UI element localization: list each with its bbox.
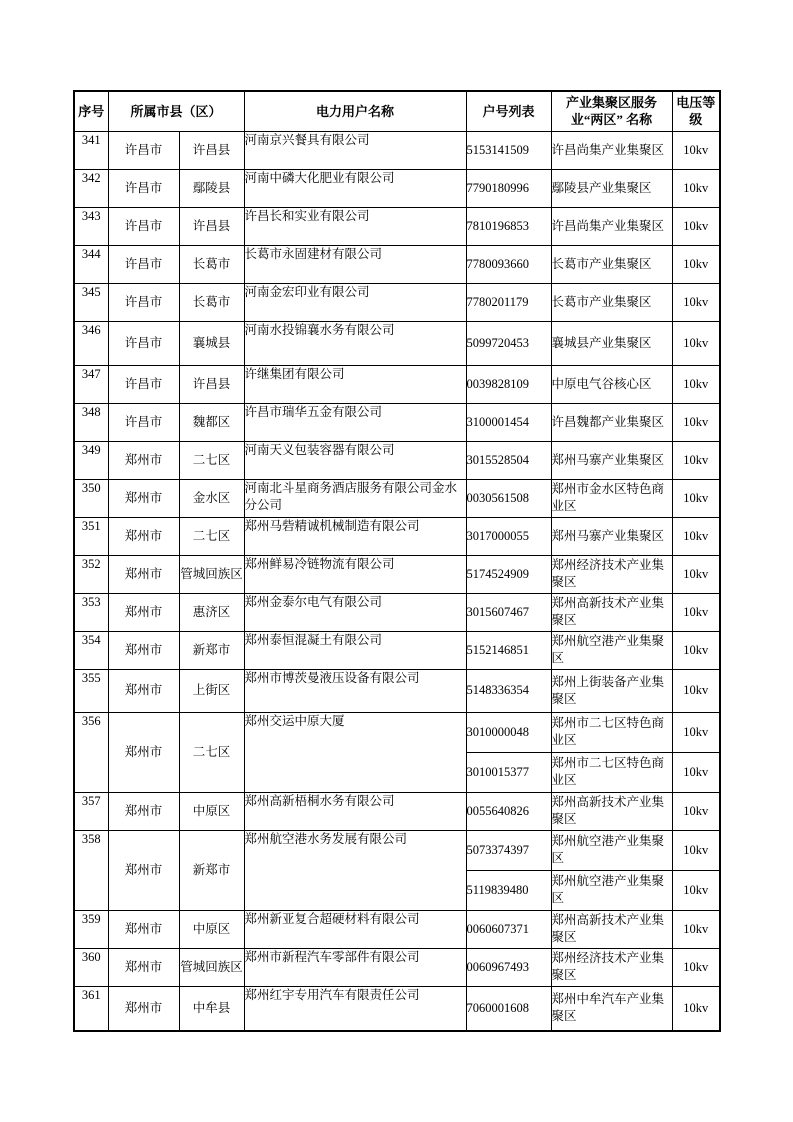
table-row — [74, 131, 720, 169]
seq-cell: 341 — [74, 131, 108, 169]
account-number-cell: 5153141509 — [466, 131, 551, 169]
cluster-area-name-cell: 郑州航空港产业集聚区 — [551, 830, 672, 870]
voltage-level-cell: 10kv — [672, 631, 720, 669]
table-row — [74, 910, 720, 948]
table-row — [74, 169, 720, 207]
power-user-name-cell: 河南金宏印业有限公司 — [244, 283, 466, 321]
city-cell: 许昌市 — [108, 365, 179, 403]
city-cell: 许昌市 — [108, 245, 179, 283]
col-header-voltage: 电压等级 — [672, 91, 720, 131]
table-row — [74, 479, 720, 517]
county-cell: 长葛市 — [179, 283, 244, 321]
county-cell: 管城回族区 — [179, 948, 244, 986]
county-cell: 新郑市 — [179, 830, 244, 910]
voltage-level-cell: 10kv — [672, 245, 720, 283]
voltage-level-cell: 10kv — [672, 986, 720, 1031]
city-cell: 郑州市 — [108, 555, 179, 593]
city-cell: 郑州市 — [108, 712, 179, 792]
county-cell: 二七区 — [179, 517, 244, 555]
voltage-level-cell: 10kv — [672, 479, 720, 517]
power-user-name-cell: 郑州泰恒混凝土有限公司 — [244, 631, 466, 669]
cluster-area-name-cell: 长葛市产业集聚区 — [551, 283, 672, 321]
voltage-level-cell: 10kv — [672, 555, 720, 593]
city-cell: 许昌市 — [108, 321, 179, 365]
voltage-level-cell: 10kv — [672, 131, 720, 169]
account-number-cell: 0055640826 — [466, 792, 551, 830]
power-user-name-cell: 郑州金泰尔电气有限公司 — [244, 593, 466, 631]
seq-cell: 354 — [74, 631, 108, 669]
county-cell: 二七区 — [179, 712, 244, 792]
account-number-cell: 3015528504 — [466, 441, 551, 479]
account-number-cell: 7790180996 — [466, 169, 551, 207]
seq-cell: 361 — [74, 986, 108, 1031]
seq-cell: 344 — [74, 245, 108, 283]
seq-cell: 352 — [74, 555, 108, 593]
county-cell: 许昌县 — [179, 131, 244, 169]
cluster-area-name-cell: 襄城县产业集聚区 — [551, 321, 672, 365]
power-user-name-cell: 郑州高新梧桐水务有限公司 — [244, 792, 466, 830]
voltage-level-cell: 10kv — [672, 792, 720, 830]
col-header-account-list: 户号列表 — [466, 91, 551, 131]
table-row — [74, 631, 720, 669]
city-cell: 郑州市 — [108, 441, 179, 479]
account-number-cell: 7060001608 — [466, 986, 551, 1031]
power-user-name-cell: 河南天义包装容器有限公司 — [244, 441, 466, 479]
power-user-name-cell: 河南水投锦襄水务有限公司 — [244, 321, 466, 365]
power-users-table — [73, 90, 721, 1032]
county-cell: 许昌县 — [179, 207, 244, 245]
county-cell: 魏都区 — [179, 403, 244, 441]
cluster-area-name-cell: 郑州航空港产业集聚区 — [551, 870, 672, 910]
seq-cell: 349 — [74, 441, 108, 479]
city-cell: 许昌市 — [108, 403, 179, 441]
table-row — [74, 365, 720, 403]
table-row — [74, 517, 720, 555]
table-row — [74, 207, 720, 245]
county-cell: 中原区 — [179, 910, 244, 948]
cluster-area-name-cell: 许昌尚集产业集聚区 — [551, 131, 672, 169]
cluster-area-name-cell: 郑州高新技术产业集聚区 — [551, 792, 672, 830]
table-row — [74, 555, 720, 593]
table-row — [74, 830, 720, 870]
account-number-cell: 7810196853 — [466, 207, 551, 245]
cluster-area-name-cell: 郑州航空港产业集聚区 — [551, 631, 672, 669]
table-row — [74, 593, 720, 631]
col-header-area-name: 产业集聚区服务业“两区” 名称 — [551, 91, 672, 131]
power-user-name-cell: 郑州市新程汽车零部件有限公司 — [244, 948, 466, 986]
cluster-area-name-cell: 郑州高新技术产业集聚区 — [551, 593, 672, 631]
city-cell: 许昌市 — [108, 283, 179, 321]
col-header-city-county: 所属市县（区） — [108, 91, 244, 131]
county-cell: 许昌县 — [179, 365, 244, 403]
voltage-level-cell: 10kv — [672, 517, 720, 555]
seq-cell: 350 — [74, 479, 108, 517]
table-row — [74, 283, 720, 321]
voltage-level-cell: 10kv — [672, 169, 720, 207]
account-number-cell: 5152146851 — [466, 631, 551, 669]
table-row — [74, 792, 720, 830]
account-number-cell: 0060607371 — [466, 910, 551, 948]
city-cell: 郑州市 — [108, 830, 179, 910]
account-number-cell: 7780201179 — [466, 283, 551, 321]
seq-cell: 359 — [74, 910, 108, 948]
voltage-level-cell: 10kv — [672, 669, 720, 712]
table-body — [74, 131, 720, 1031]
voltage-level-cell: 10kv — [672, 870, 720, 910]
table-row — [74, 986, 720, 1031]
voltage-level-cell: 10kv — [672, 910, 720, 948]
col-header-user-name: 电力用户名称 — [244, 91, 466, 131]
city-cell: 郑州市 — [108, 593, 179, 631]
city-cell: 郑州市 — [108, 517, 179, 555]
cluster-area-name-cell: 郑州马寨产业集聚区 — [551, 441, 672, 479]
account-number-cell: 3017000055 — [466, 517, 551, 555]
table-row — [74, 245, 720, 283]
cluster-area-name-cell: 郑州经济技术产业集聚区 — [551, 555, 672, 593]
county-cell: 上街区 — [179, 669, 244, 712]
power-user-name-cell: 郑州鲜易冷链物流有限公司 — [244, 555, 466, 593]
cluster-area-name-cell: 郑州上街装备产业集聚区 — [551, 669, 672, 712]
cluster-area-name-cell: 郑州中牟汽车产业集聚区 — [551, 986, 672, 1031]
city-cell: 郑州市 — [108, 792, 179, 830]
county-cell: 惠济区 — [179, 593, 244, 631]
city-cell: 郑州市 — [108, 986, 179, 1031]
city-cell: 郑州市 — [108, 669, 179, 712]
account-number-cell: 3015607467 — [466, 593, 551, 631]
seq-cell: 346 — [74, 321, 108, 365]
account-number-cell: 0030561508 — [466, 479, 551, 517]
table-row — [74, 712, 720, 752]
table-row — [74, 948, 720, 986]
table-row — [74, 441, 720, 479]
voltage-level-cell: 10kv — [672, 365, 720, 403]
voltage-level-cell: 10kv — [672, 948, 720, 986]
voltage-level-cell: 10kv — [672, 593, 720, 631]
power-user-name-cell: 郑州市博茨曼液压设备有限公司 — [244, 669, 466, 712]
power-user-name-cell: 郑州新亚复合超硬材料有限公司 — [244, 910, 466, 948]
cluster-area-name-cell: 郑州马寨产业集聚区 — [551, 517, 672, 555]
col-header-seq: 序号 — [74, 91, 108, 131]
table-row — [74, 669, 720, 712]
voltage-level-cell: 10kv — [672, 403, 720, 441]
power-user-name-cell: 河南北斗星商务酒店服务有限公司金水分公司 — [244, 479, 466, 517]
voltage-level-cell: 10kv — [672, 321, 720, 365]
account-number-cell: 0060967493 — [466, 948, 551, 986]
voltage-level-cell: 10kv — [672, 207, 720, 245]
power-user-name-cell: 郑州红宇专用汽车有限责任公司 — [244, 986, 466, 1031]
city-cell: 许昌市 — [108, 131, 179, 169]
city-cell: 许昌市 — [108, 169, 179, 207]
power-user-name-cell: 河南京兴餐具有限公司 — [244, 131, 466, 169]
city-cell: 郑州市 — [108, 631, 179, 669]
power-user-name-cell: 长葛市永固建材有限公司 — [244, 245, 466, 283]
voltage-level-cell: 10kv — [672, 830, 720, 870]
cluster-area-name-cell: 中原电气谷核心区 — [551, 365, 672, 403]
county-cell: 鄢陵县 — [179, 169, 244, 207]
city-cell: 许昌市 — [108, 207, 179, 245]
cluster-area-name-cell: 鄢陵县产业集聚区 — [551, 169, 672, 207]
cluster-area-name-cell: 许昌尚集产业集聚区 — [551, 207, 672, 245]
voltage-level-cell: 10kv — [672, 283, 720, 321]
county-cell: 中原区 — [179, 792, 244, 830]
table-row — [74, 321, 720, 365]
account-number-cell: 5148336354 — [466, 669, 551, 712]
county-cell: 长葛市 — [179, 245, 244, 283]
account-number-cell: 3010000048 — [466, 712, 551, 752]
voltage-level-cell: 10kv — [672, 441, 720, 479]
power-user-name-cell: 许昌长和实业有限公司 — [244, 207, 466, 245]
city-cell: 郑州市 — [108, 910, 179, 948]
voltage-level-cell: 10kv — [672, 712, 720, 752]
power-user-name-cell: 郑州交运中原大厦 — [244, 712, 466, 792]
county-cell: 管城回族区 — [179, 555, 244, 593]
seq-cell: 343 — [74, 207, 108, 245]
seq-cell: 355 — [74, 669, 108, 712]
account-number-cell: 5119839480 — [466, 870, 551, 910]
county-cell: 二七区 — [179, 441, 244, 479]
seq-cell: 342 — [74, 169, 108, 207]
seq-cell: 353 — [74, 593, 108, 631]
county-cell: 金水区 — [179, 479, 244, 517]
cluster-area-name-cell: 许昌魏都产业集聚区 — [551, 403, 672, 441]
city-cell: 郑州市 — [108, 948, 179, 986]
account-number-cell: 0039828109 — [466, 365, 551, 403]
seq-cell: 356 — [74, 712, 108, 792]
table-row — [74, 403, 720, 441]
account-number-cell: 5099720453 — [466, 321, 551, 365]
power-user-name-cell: 许昌市瑞华五金有限公司 — [244, 403, 466, 441]
county-cell: 中牟县 — [179, 986, 244, 1031]
power-user-name-cell: 河南中磷大化肥业有限公司 — [244, 169, 466, 207]
cluster-area-name-cell: 长葛市产业集聚区 — [551, 245, 672, 283]
power-user-name-cell: 郑州马砦精诚机械制造有限公司 — [244, 517, 466, 555]
power-user-name-cell: 郑州航空港水务发展有限公司 — [244, 830, 466, 910]
seq-cell: 348 — [74, 403, 108, 441]
city-cell: 郑州市 — [108, 479, 179, 517]
cluster-area-name-cell: 郑州市二七区特色商业区 — [551, 752, 672, 792]
table-header — [74, 91, 720, 131]
cluster-area-name-cell: 郑州高新技术产业集聚区 — [551, 910, 672, 948]
seq-cell: 347 — [74, 365, 108, 403]
account-number-cell: 3100001454 — [466, 403, 551, 441]
seq-cell: 358 — [74, 830, 108, 910]
account-number-cell: 5073374397 — [466, 830, 551, 870]
seq-cell: 351 — [74, 517, 108, 555]
seq-cell: 357 — [74, 792, 108, 830]
voltage-level-cell: 10kv — [672, 752, 720, 792]
county-cell: 新郑市 — [179, 631, 244, 669]
seq-cell: 345 — [74, 283, 108, 321]
header-row — [74, 91, 720, 131]
cluster-area-name-cell: 郑州市二七区特色商业区 — [551, 712, 672, 752]
cluster-area-name-cell: 郑州经济技术产业集聚区 — [551, 948, 672, 986]
account-number-cell: 3010015377 — [466, 752, 551, 792]
account-number-cell: 5174524909 — [466, 555, 551, 593]
account-number-cell: 7780093660 — [466, 245, 551, 283]
county-cell: 襄城县 — [179, 321, 244, 365]
cluster-area-name-cell: 郑州市金水区特色商业区 — [551, 479, 672, 517]
seq-cell: 360 — [74, 948, 108, 986]
power-user-name-cell: 许继集团有限公司 — [244, 365, 466, 403]
